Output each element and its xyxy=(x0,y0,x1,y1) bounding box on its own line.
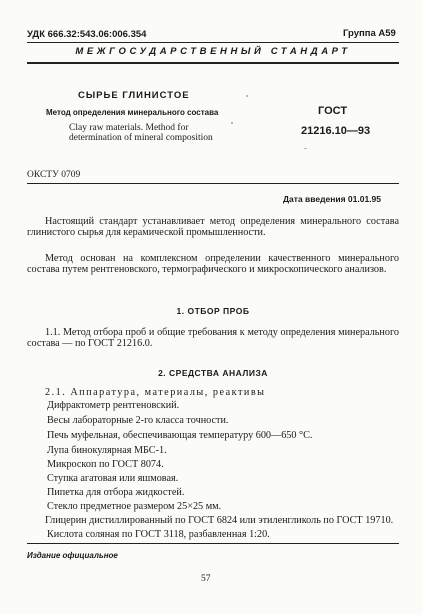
gost-label: ГОСТ xyxy=(318,105,348,117)
equipment-item: Лупа бинокулярная МБС-1. xyxy=(47,445,167,456)
equipment-item: Микроскоп по ГОСТ 8074. xyxy=(47,459,164,470)
top-rule xyxy=(27,42,399,43)
equipment-item: Весы лабораторные 2-го класса точности. xyxy=(47,415,229,426)
scan-speck xyxy=(231,122,233,124)
udc-code: УДК 666.32:543.06:006.354 xyxy=(27,29,147,40)
scan-speck xyxy=(246,95,248,97)
okstu-rule xyxy=(27,183,399,184)
equipment-item-hcl: Кислота соляная по ГОСТ 3118, разбавленная 1:20. xyxy=(47,529,270,540)
introduction-date: Дата введения 01.01.95 xyxy=(283,194,381,204)
equipment-item: Дифрактометр рентгеновский. xyxy=(47,400,180,411)
standard-type: МЕЖГОСУДАРСТВЕННЫЙ СТАНДАРТ xyxy=(75,46,351,57)
group-code: Группа А59 xyxy=(343,28,396,39)
clause-1-1: 1.1. Метод отбора проб и общие требования к методу определения минерального состава — по ГОСТ 21216.0. xyxy=(27,327,399,350)
official-edition-note: Издание официальное xyxy=(27,551,118,560)
english-title-line-2: determination of mineral composition xyxy=(69,133,213,143)
scan-speck xyxy=(304,148,307,149)
clause-2-1: 2.1. Аппаратура, материалы, реактивы xyxy=(45,387,266,398)
section-1-heading: 1. ОТБОР ПРОБ xyxy=(176,306,250,316)
equipment-item: Стекло предметное размером 25×25 мм. xyxy=(47,501,222,512)
document-title: СЫРЬЕ ГЛИНИСТОЕ xyxy=(78,90,190,101)
intro-paragraph-2: Метод основан на комплексном определении качественного минерального состава путем рентгеновского, термографического и микроскопического анализов. xyxy=(27,253,399,276)
equipment-item-glycerin: Глицерин дистиллированный по ГОСТ 6824 или этиленгликоль по ГОСТ 19710. xyxy=(45,515,394,526)
footer-rule xyxy=(27,543,399,544)
document-subtitle: Метод определения минерального состава xyxy=(46,108,219,117)
page-number: 57 xyxy=(201,574,211,584)
english-title xyxy=(69,123,269,143)
header-rule xyxy=(27,62,399,64)
equipment-item: Пипетка для отбора жидкостей. xyxy=(47,487,185,498)
equipment-item: Ступка агатовая или яшмовая. xyxy=(47,473,179,484)
section-2-heading: 2. СРЕДСТВА АНАЛИЗА xyxy=(158,368,268,378)
equipment-item: Печь муфельная, обеспечивающая температуру 600—650 °С. xyxy=(47,430,313,441)
gost-number: 21216.10—93 xyxy=(301,125,371,137)
intro-paragraph-1: Настоящий стандарт устанавливает метод определения минерального состава глинистого сырья для керамической промышленности. xyxy=(27,216,399,239)
okstu-code: ОКСТУ 0709 xyxy=(27,170,81,180)
english-title-line-1: Clay raw materials. Method for xyxy=(69,123,189,133)
